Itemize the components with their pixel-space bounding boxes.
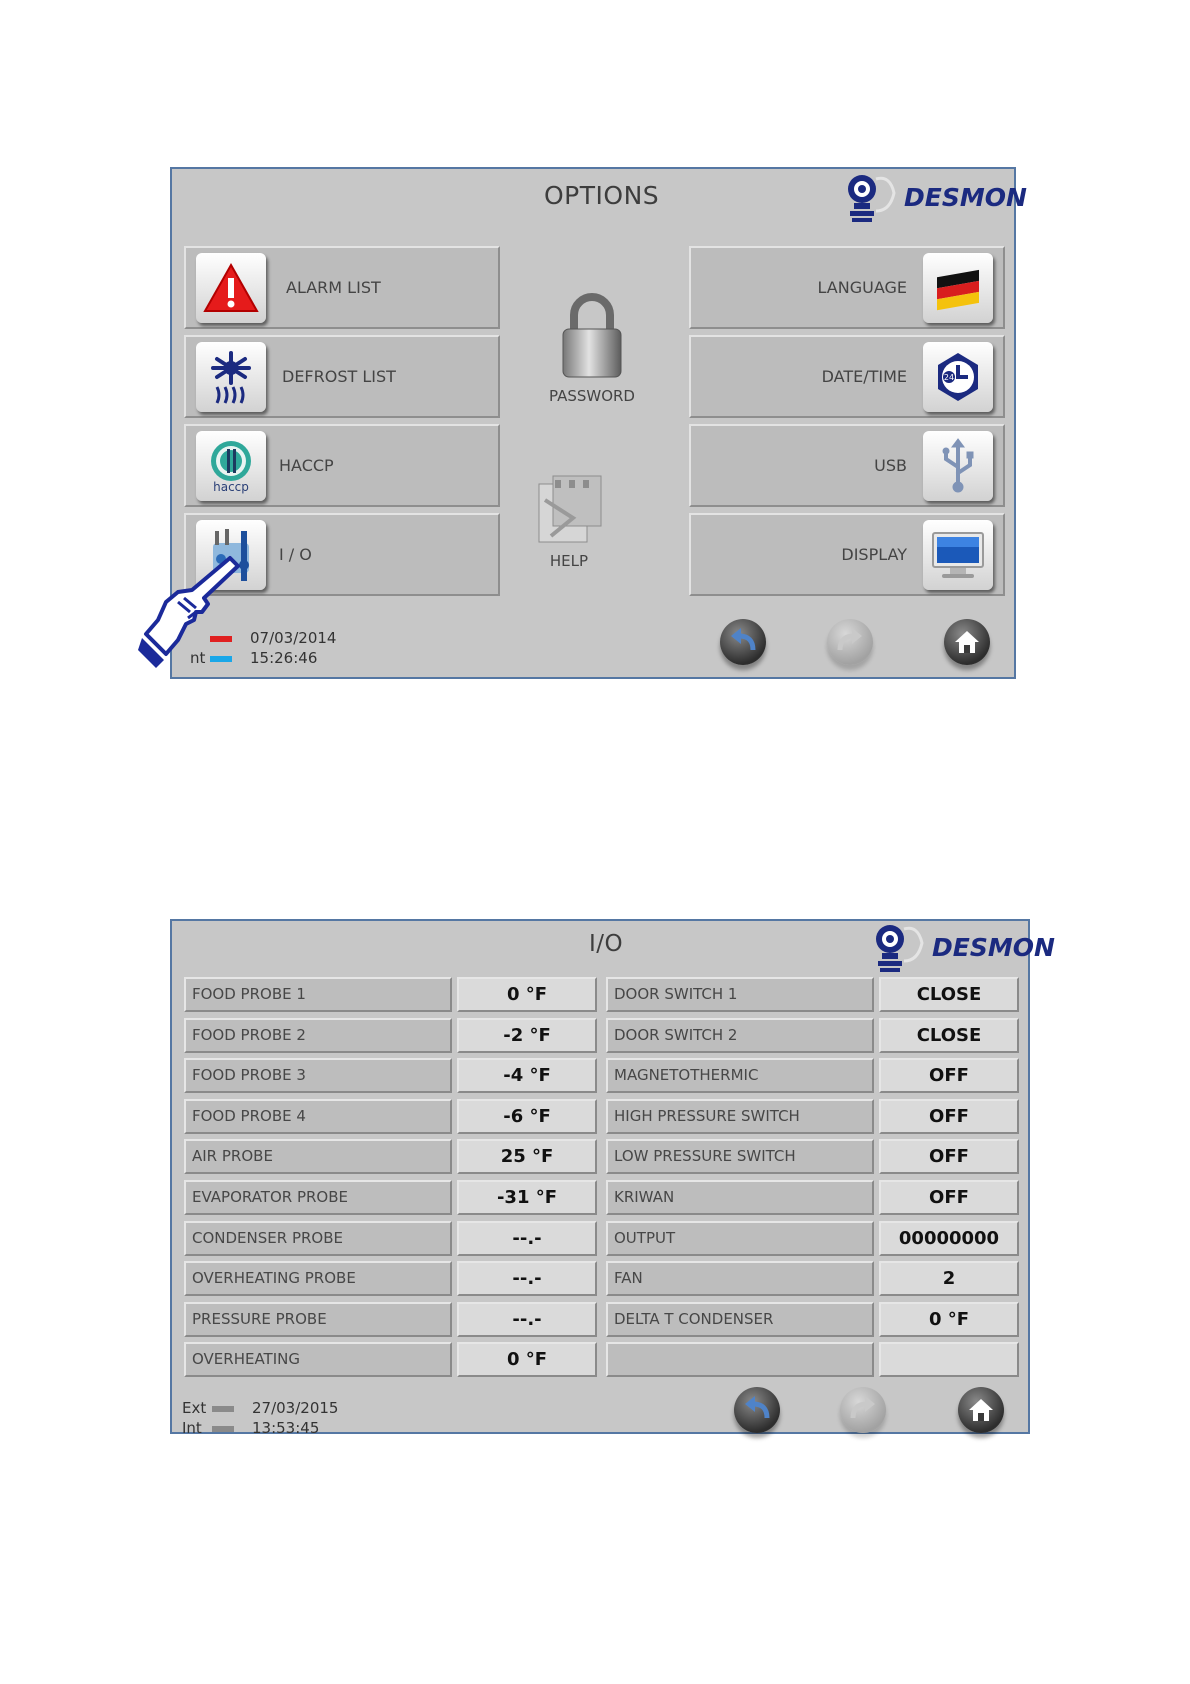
forward-arrow-icon bbox=[834, 626, 866, 658]
date-time-label: DATE/TIME bbox=[821, 367, 907, 386]
usb-label: USB bbox=[874, 456, 907, 475]
home-icon bbox=[967, 1396, 995, 1424]
io-value-right: 00000000 bbox=[879, 1221, 1019, 1256]
io-value-left: -4 °F bbox=[457, 1058, 597, 1093]
io-value-left: 0 °F bbox=[457, 977, 597, 1012]
io-label-left: FOOD PROBE 2 bbox=[184, 1018, 452, 1053]
haccp-label: HACCP bbox=[279, 456, 334, 475]
usb-icon bbox=[938, 437, 978, 495]
password-button[interactable] bbox=[532, 289, 652, 405]
io-value-right: OFF bbox=[879, 1180, 1019, 1215]
display-button[interactable] bbox=[689, 513, 1005, 596]
back-button[interactable] bbox=[734, 1387, 780, 1433]
desmon-logo bbox=[868, 921, 1055, 973]
home-icon bbox=[953, 628, 981, 656]
int-label: Int bbox=[182, 1419, 202, 1437]
ext-label: Ext bbox=[182, 1399, 207, 1417]
back-button[interactable] bbox=[720, 619, 766, 665]
haccp-button[interactable] bbox=[184, 424, 500, 507]
snowflake-icon bbox=[203, 349, 259, 405]
io-label-right: MAGNETOTHERMIC bbox=[606, 1058, 874, 1093]
io-label-right: KRIWAN bbox=[606, 1180, 874, 1215]
desmon-logo bbox=[840, 171, 1027, 223]
home-button[interactable] bbox=[958, 1387, 1004, 1433]
io-screen bbox=[170, 919, 1055, 1437]
flag-icon bbox=[933, 264, 983, 312]
io-value-right: 0 °F bbox=[879, 1302, 1019, 1337]
io-value-right: OFF bbox=[879, 1139, 1019, 1174]
io-value-right: CLOSE bbox=[879, 977, 1019, 1012]
io-label-right: OUTPUT bbox=[606, 1221, 874, 1256]
defrost-list-label: DEFROST LIST bbox=[282, 367, 396, 386]
language-button[interactable] bbox=[689, 246, 1005, 329]
alarm-list-button[interactable] bbox=[184, 246, 500, 329]
status-time: 13:53:45 bbox=[252, 1419, 320, 1437]
page-title: I/O bbox=[589, 931, 624, 957]
int-label: nt bbox=[190, 649, 206, 667]
int-temp-bar bbox=[212, 1426, 234, 1432]
io-label-left: OVERHEATING bbox=[184, 1342, 452, 1377]
forward-button[interactable] bbox=[827, 619, 873, 665]
io-value-left: -2 °F bbox=[457, 1018, 597, 1053]
help-icon bbox=[531, 474, 607, 546]
language-label: LANGUAGE bbox=[817, 278, 907, 297]
io-label-left: PRESSURE PROBE bbox=[184, 1302, 452, 1337]
io-label-right: DELTA T CONDENSER bbox=[606, 1302, 874, 1337]
back-arrow-icon bbox=[741, 1394, 773, 1426]
alarm-list-label: ALARM LIST bbox=[286, 278, 381, 297]
logo-text: DESMON bbox=[932, 932, 1055, 962]
date-time-button[interactable] bbox=[689, 335, 1005, 418]
pointer-hand-icon bbox=[138, 554, 248, 672]
io-value-right: CLOSE bbox=[879, 1018, 1019, 1053]
io-label-right: HIGH PRESSURE SWITCH bbox=[606, 1099, 874, 1134]
io-label-right: FAN bbox=[606, 1261, 874, 1296]
status-date: 07/03/2014 bbox=[250, 629, 337, 647]
page-title: OPTIONS bbox=[544, 181, 660, 210]
usb-button[interactable] bbox=[689, 424, 1005, 507]
io-value-right: 2 bbox=[879, 1261, 1019, 1296]
io-label: I / O bbox=[279, 545, 312, 564]
io-value-left: -31 °F bbox=[457, 1180, 597, 1215]
io-label-right: LOW PRESSURE SWITCH bbox=[606, 1139, 874, 1174]
io-label-left: FOOD PROBE 4 bbox=[184, 1099, 452, 1134]
monitor-icon bbox=[930, 530, 986, 580]
haccp-icon bbox=[207, 439, 255, 483]
io-value-right: OFF bbox=[879, 1058, 1019, 1093]
forward-button[interactable] bbox=[840, 1387, 886, 1433]
io-value-left: 25 °F bbox=[457, 1139, 597, 1174]
help-label: HELP bbox=[549, 552, 589, 570]
io-value-left: 0 °F bbox=[457, 1342, 597, 1377]
warning-icon bbox=[203, 262, 259, 314]
io-label-right bbox=[606, 1342, 874, 1377]
io-value-right bbox=[879, 1342, 1019, 1377]
defrost-list-button[interactable] bbox=[184, 335, 500, 418]
io-value-right: OFF bbox=[879, 1099, 1019, 1134]
display-label: DISPLAY bbox=[841, 545, 907, 564]
back-arrow-icon bbox=[727, 626, 759, 658]
io-value-left: -6 °F bbox=[457, 1099, 597, 1134]
status-date: 27/03/2015 bbox=[252, 1399, 339, 1417]
desmon-mascot-icon bbox=[840, 171, 896, 223]
io-value-left: --.- bbox=[457, 1221, 597, 1256]
io-label-left: EVAPORATOR PROBE bbox=[184, 1180, 452, 1215]
clock-icon bbox=[932, 351, 984, 403]
help-button[interactable] bbox=[514, 474, 624, 570]
haccp-icon-caption: haccp bbox=[213, 479, 249, 494]
logo-text: DESMON bbox=[904, 182, 1027, 212]
io-value-left: --.- bbox=[457, 1261, 597, 1296]
options-screen bbox=[170, 167, 1027, 679]
status-time: 15:26:46 bbox=[250, 649, 318, 667]
home-button[interactable] bbox=[944, 619, 990, 665]
io-label-right: DOOR SWITCH 2 bbox=[606, 1018, 874, 1053]
clock-icon-caption: 24 bbox=[943, 373, 955, 382]
ext-temp-bar bbox=[212, 1406, 234, 1412]
io-label-left: FOOD PROBE 3 bbox=[184, 1058, 452, 1093]
io-label-left: FOOD PROBE 1 bbox=[184, 977, 452, 1012]
desmon-mascot-icon bbox=[868, 921, 924, 973]
forward-arrow-icon bbox=[847, 1394, 879, 1426]
password-label: PASSWORD bbox=[548, 387, 635, 405]
io-label-right: DOOR SWITCH 1 bbox=[606, 977, 874, 1012]
io-label-left: CONDENSER PROBE bbox=[184, 1221, 452, 1256]
io-label-left: AIR PROBE bbox=[184, 1139, 452, 1174]
status-area bbox=[182, 1399, 382, 1443]
io-value-left: --.- bbox=[457, 1302, 597, 1337]
padlock-icon bbox=[557, 289, 627, 381]
io-label-left: OVERHEATING PROBE bbox=[184, 1261, 452, 1296]
